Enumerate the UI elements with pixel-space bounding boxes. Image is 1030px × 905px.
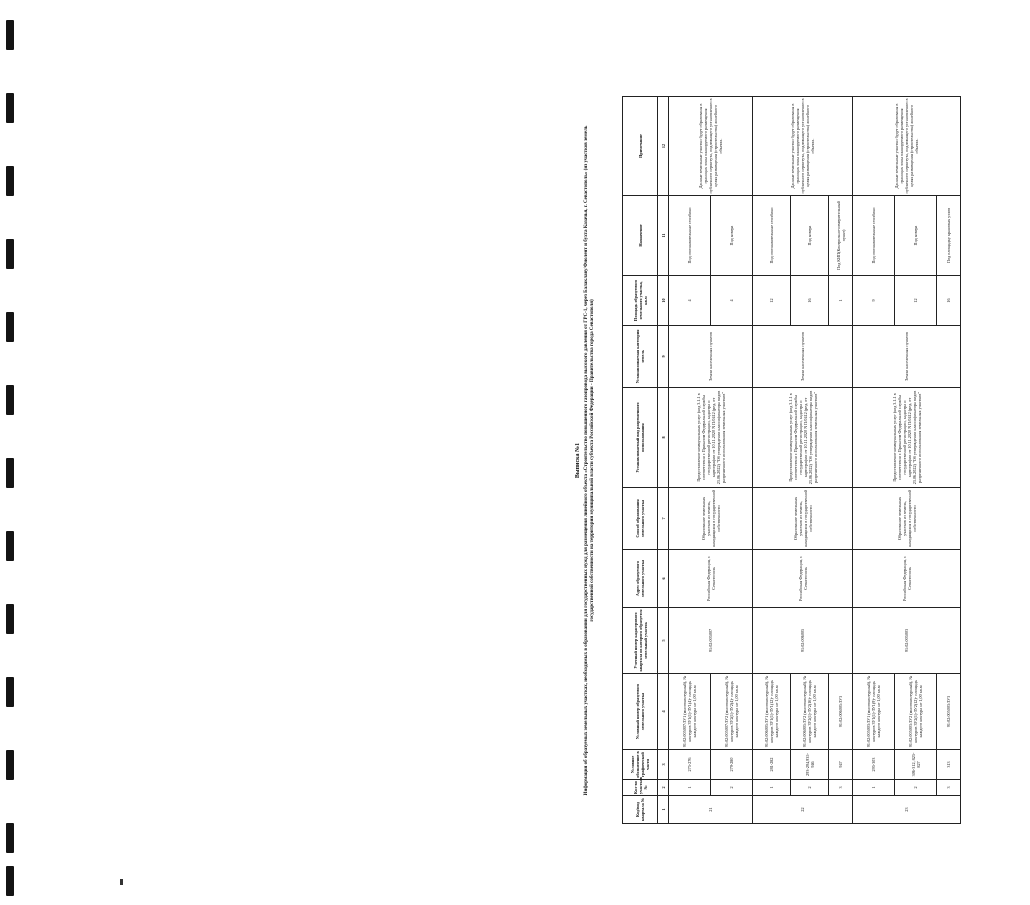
column-header: Площадь образуемого земельного участка, кв.м (623, 276, 658, 326)
binder-mark (6, 750, 14, 780)
cadastral-quarter: 91:02:006005 (753, 608, 853, 674)
row-number: 1 (753, 780, 791, 796)
column-number: 1 (658, 796, 669, 824)
parcel-number: 91:02:006005:ЗУ3 (829, 674, 853, 750)
parcel-note: Данные земельные участки будут образованы в границах зоны планируемого размещения публичного сервитута, подлежащего установлению в целях размещения (строительства) линейного объекта. (853, 97, 961, 196)
column-header: Код/вид квартала № (623, 796, 658, 824)
parcel-note: Данные земельные участки будут образованы в границах зоны планируемого размещения публичного сервитута, подлежащего установлению в целях размещения (строительства) линейного объекта. (669, 97, 753, 196)
group-number: 22 (753, 796, 853, 824)
parcel-number: 91:02:005007:ЗУ1 (многоконтурный), № контуров ЗУ1(1)-ЗУ1(4)- площадь каждого контура не 1,00 кв.м (669, 674, 711, 750)
permitted-use: Предоставление коммунальных услуг (код 3.1.1 в соответствии с Приказом Федеральной службы государственной регистрации, кадастра и картографии от 10.11.2020 N П/0412 (ред. от 23.06.2022) "Об утверждении классификатора видов разрешенного использования земельных участков" (853, 388, 961, 488)
formation-method: Образование земельных участков из земель, находящихся в государственной собственности (853, 488, 961, 550)
binder-mark (6, 20, 14, 50)
parcel-purpose: Под ковера (791, 196, 829, 276)
table-header-row (623, 97, 658, 824)
row-number: 2 (711, 780, 753, 796)
parcel-number: 91:02:005003:ЗУ1 (многоконтурный), № контуров ЗУ1(1)-ЗУ1(9)- площадь каждого контура не 1,00 кв.м (853, 674, 895, 750)
land-category: Земли населенных пунктов (669, 326, 753, 388)
binder-mark (6, 239, 14, 269)
row-number: 3 (829, 780, 853, 796)
table-row (753, 97, 791, 824)
table-row (853, 97, 895, 824)
parcel-number: 91:02:005007:ЗУ2 (многоконтурный), № контуров ЗУ2(1)-ЗУ2(4)- площадь каждого контура не 1,00 кв.м (711, 674, 753, 750)
graphic-symbol: 295-303 (853, 750, 895, 780)
column-header: Примечание (623, 97, 658, 196)
column-header: Учетный номер кадастрового квартала из которого образуется земельный участок (623, 608, 658, 674)
cadastral-quarter: 91:02:005007 (669, 608, 753, 674)
parcels-table (622, 96, 961, 824)
parcel-number: 91:02:005003:ЗУ2 (многоконтурный), № контуров ЗУ2(1)-ЗУ2(12)- площадь каждого контура не 1,00 кв.м (895, 674, 937, 750)
formation-method: Образование земельных участков из земель, находящихся в государственной собственности (669, 488, 753, 550)
binder-mark (6, 604, 14, 634)
group-number: 21 (669, 796, 753, 824)
row-number: 1 (853, 780, 895, 796)
column-number: 6 (658, 550, 669, 608)
parcel-area: 4 (711, 276, 753, 326)
graphic-symbol: 279-280 (711, 750, 753, 780)
parcel-purpose: Под опознавательные столбики (753, 196, 791, 276)
column-number: 8 (658, 388, 669, 488)
column-header: Условный номер образуемого земельного участка (623, 674, 658, 750)
parcel-area: 16 (791, 276, 829, 326)
document-subtitle: Информация об образуемых земельных участках, необходимых в образовании для государственных нужд для размещения линейного объекта «Строительство повышенного газопровода высокого давления от ГРС-1, через Балаклаву/Фиолент и бухта Казачья, г. Севастополь» (из участков земель государственной собственности на территории муниципальной власти субъекта Российской Федерации - Правительства города Севастополя) (584, 125, 595, 796)
parcel-area: 12 (753, 276, 791, 326)
group-number: 23 (853, 796, 961, 824)
graphic-symbol: 306-312, 825-827 (895, 750, 937, 780)
column-number: 2 (658, 780, 669, 796)
binder-mark (6, 458, 14, 488)
graphic-symbol: 275-276 (669, 750, 711, 780)
column-number: 7 (658, 488, 669, 550)
row-number: 2 (895, 780, 937, 796)
graphic-symbol: 947 (829, 750, 853, 780)
table-row (669, 97, 711, 824)
parcel-purpose: Под опознавательные столбики (853, 196, 895, 276)
column-number: 9 (658, 326, 669, 388)
land-category: Земли населенных пунктов (853, 326, 961, 388)
column-number: 11 (658, 196, 669, 276)
graphic-symbol: 293-294,935-946 (791, 750, 829, 780)
column-header: Кол-во участков № (623, 780, 658, 796)
binder-mark (6, 866, 14, 896)
row-number: 2 (791, 780, 829, 796)
parcel-address: Российская Федерация, г. Севастополь (853, 550, 961, 608)
document-title: Выписка №1 (575, 442, 581, 479)
rotated-document (575, 97, 1030, 824)
parcel-purpose: Под ковера (711, 196, 753, 276)
column-number: 3 (658, 750, 669, 780)
graphic-symbol: 313 (937, 750, 961, 780)
column-header: Устанавливаемый вид разрешенного использования (623, 388, 658, 488)
column-number: 4 (658, 674, 669, 750)
column-number: 12 (658, 97, 669, 196)
parcel-purpose: Под ковера (895, 196, 937, 276)
cadastral-quarter: 91:02:005003 (853, 608, 961, 674)
parcel-purpose: Под КИП(Контрольно-измерительный пункт) (829, 196, 853, 276)
binder-mark (6, 531, 14, 561)
column-number: 5 (658, 608, 669, 674)
row-number: 1 (669, 780, 711, 796)
column-header: Способ образования земельного участка (623, 488, 658, 550)
binder-mark (6, 385, 14, 415)
parcel-area: 12 (895, 276, 937, 326)
binder-mark (6, 823, 14, 853)
binder-mark (6, 677, 14, 707)
binder-mark (6, 166, 14, 196)
parcel-address: Российская Федерация, г. Севастополь (669, 550, 753, 608)
parcel-area: 4 (669, 276, 711, 326)
parcel-address: Российская Федерация, г. Севастополь (753, 550, 853, 608)
parcel-note: Данные земельные участки будут образованы в границах зоны планируемого размещения публичного сервитута, подлежащего установлению в целях размещения (строительства) линейного объекта. (753, 97, 853, 196)
parcel-number: 91:02:006005:ЗУ2 (многоконтурный), № контуров ЗУ2(1)-ЗУ2(16)- площадь каждого контура не 1,00 кв.м (791, 674, 829, 750)
graphic-symbol: 281-282 (753, 750, 791, 780)
binder-mark (6, 312, 14, 342)
document-header (575, 97, 617, 824)
parcel-purpose: Под площадку крановых узлов (937, 196, 961, 276)
scan-speck (120, 879, 123, 885)
column-header: Назначение (623, 196, 658, 276)
column-number-row (658, 97, 669, 824)
permitted-use: Предоставление коммунальных услуг (код 3.1.1 в соответствии с Приказом Федеральной службы государственной регистрации, кадастра и картографии от 10.11.2020 N П/0412 (ред. от 23.06.2022) "Об утверждении классификатора видов разрешенного использования земельных участков" (669, 388, 753, 488)
formation-method: Образование земельных участков из земель, находящихся в государственной собственности (753, 488, 853, 550)
parcel-area: 9 (853, 276, 895, 326)
permitted-use: Предоставление коммунальных услуг (код 3.1.1 в соответствии с Приказом Федеральной службы государственной регистрации, кадастра и картографии от 10.11.2020 N П/0412 (ред. от 23.06.2022) "Об утверждении классификатора видов разрешенного использования земельных участков" (753, 388, 853, 488)
parcel-purpose: Под опознавательные столбики (669, 196, 711, 276)
column-header: Условное обозначение в графической части (623, 750, 658, 780)
column-header: Устанавливаемая категория земель (623, 326, 658, 388)
column-number: 10 (658, 276, 669, 326)
binder-mark (6, 93, 14, 123)
land-category: Земли населенных пунктов (753, 326, 853, 388)
row-number: 3 (937, 780, 961, 796)
parcel-number: 91:02:006005:ЗУ1 (многоконтурный), № контуров ЗУ1(1)-ЗУ1(12)- площадь каждого контура не 1,00 кв.м (753, 674, 791, 750)
parcel-number: 91:02:005003:ЗУ3 (937, 674, 961, 750)
column-header: Адрес образуемого земельного участка (623, 550, 658, 608)
parcel-area: 16 (937, 276, 961, 326)
parcel-area: 1 (829, 276, 853, 326)
